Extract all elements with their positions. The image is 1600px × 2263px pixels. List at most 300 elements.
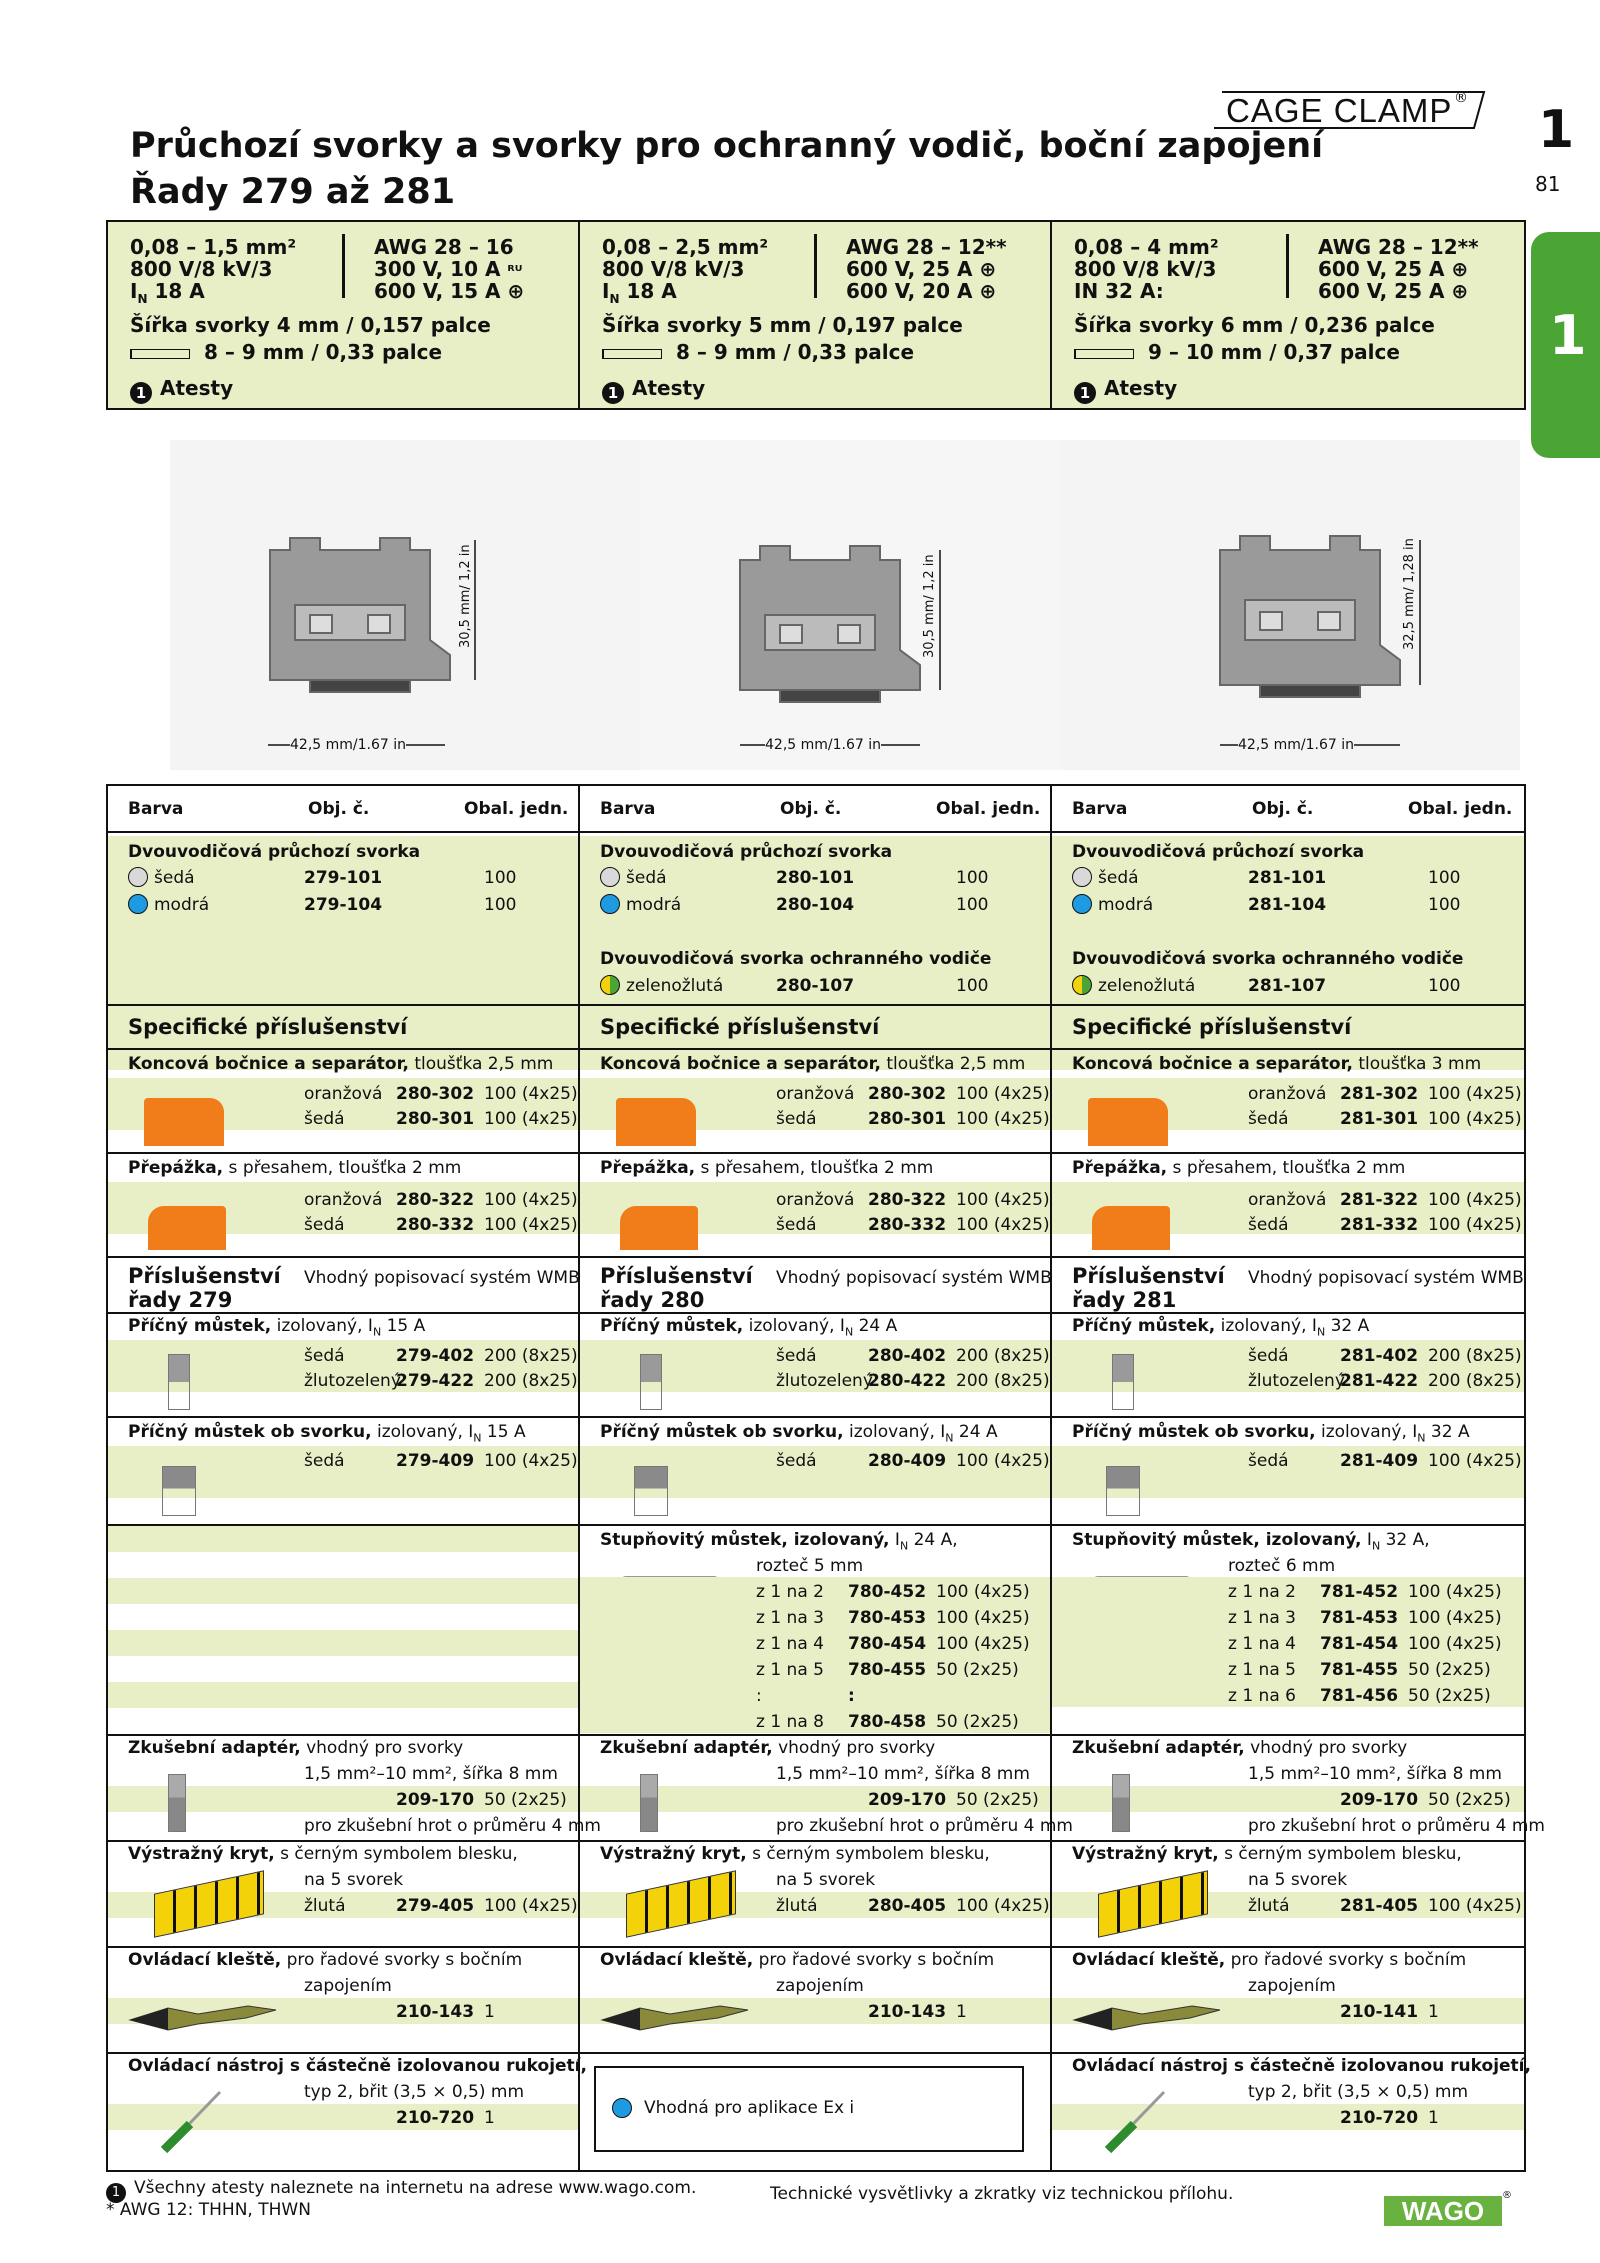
row-divider — [1052, 1946, 1524, 1948]
spec-current: IN 32 A: — [1074, 279, 1164, 303]
ex-i-label: Vhodná pro aplikace Ex i — [644, 2098, 855, 2118]
through-blue-pack: 100 — [1428, 895, 1461, 915]
warning-cover-image — [626, 1870, 736, 1937]
pliers-item: 210-141 — [1340, 2002, 1419, 2022]
row-divider — [108, 1416, 578, 1418]
through-terminal-heading: Dvouvodičová průchozí svorka — [128, 842, 421, 862]
sep-grey-color: šedá — [1248, 1215, 1289, 1235]
test-adapter-note: pro zkušební hrot o průměru 4 mm — [304, 1816, 601, 1836]
jumper-yellowgreen-color: žlutozelený — [1248, 1371, 1345, 1391]
col-header-color: Barva — [1072, 799, 1128, 819]
pe-terminal-heading: Dvouvodičová svorka ochranného vodiče — [1072, 949, 1464, 969]
staggered-row-label: z 1 na 6 — [1228, 1686, 1296, 1706]
test-adapter-pack: 50 (2x25) — [484, 1790, 567, 1810]
warning-cover-heading: Výstražný kryt, s černým symbolem blesku, — [128, 1844, 518, 1864]
row-band — [108, 940, 578, 966]
series-heading-2: řady 280 — [600, 1288, 705, 1312]
spec-width: Šířka svorky 6 mm / 0,236 palce — [1074, 313, 1435, 337]
wmb-note: Vhodný popisovací systém WMB — [304, 1268, 580, 1288]
spec-cross-section: 0,08 – 2,5 mm² — [602, 235, 769, 259]
jumper-alt-grey-item: 281-409 — [1340, 1451, 1419, 1471]
wmb-note: Vhodný popisovací systém WMB — [1248, 1268, 1524, 1288]
wago-logo — [1384, 2188, 1510, 2228]
ul-mark-icon: ᴿᵁ — [507, 262, 523, 280]
pliers-image — [128, 1998, 278, 2028]
row-divider — [580, 1004, 1050, 1006]
wire-strip-icon — [1074, 349, 1134, 359]
staggered-row-pack: 50 (2x25) — [1408, 1686, 1491, 1706]
jumper-grey-pack: 200 (8x25) — [1428, 1346, 1522, 1366]
circle-number-icon: 1 — [106, 2183, 126, 2203]
jumper-alt-heading: Příčný můstek ob svorku, izolovaný, $I_N$ 15 A — [128, 1422, 526, 1445]
pliers-pack: 1 — [1428, 2002, 1439, 2022]
jumper-heading: Příčný můstek, izolovaný, $I_N$ 32 A — [1072, 1316, 1370, 1339]
spec-approvals[interactable]: 1 Atesty — [602, 376, 705, 404]
warning-cover-image — [1098, 1870, 1208, 1937]
staggered-row-item: 780-452 — [848, 1582, 927, 1602]
col-header-pack: Obal. jedn. — [464, 799, 569, 819]
jumper-yellowgreen-pack: 200 (8x25) — [956, 1371, 1050, 1391]
test-adapter-item: 209-170 — [1340, 1790, 1419, 1810]
green-yellow-dot-icon — [600, 975, 620, 995]
warning-cover-spec: na 5 svorek — [776, 1870, 876, 1890]
through-grey-pack: 100 — [956, 868, 989, 888]
jumper-grey-pack: 200 (8x25) — [956, 1346, 1050, 1366]
jumper-alt-grey-color: šedá — [304, 1451, 345, 1471]
staggered-row-item: 780-458 — [848, 1712, 927, 1732]
row-band — [580, 914, 1050, 940]
chapter-tab-label: 1 — [1549, 304, 1587, 367]
warning-cover-item: 280-405 — [868, 1896, 947, 1916]
end-grey-item: 281-301 — [1340, 1109, 1419, 1129]
spec-divider — [342, 234, 345, 298]
spec-ul: 600 V, 25 A ⊕ — [1318, 257, 1469, 281]
pliers-image — [1072, 1998, 1222, 2028]
staggered-row-label: z 1 na 4 — [1228, 1634, 1296, 1654]
spec-width: Šířka svorky 4 mm / 0,157 palce — [130, 313, 491, 337]
row-divider — [580, 1840, 1050, 1842]
grey-dot-icon — [128, 867, 148, 887]
end-orange-color: oranžová — [1248, 1084, 1327, 1104]
row-divider — [1052, 1524, 1524, 1526]
width-dimension: 42,5 mm/1.67 in — [765, 737, 881, 753]
through-terminal-heading: Dvouvodičová průchozí svorka — [1072, 842, 1365, 862]
pe-color: zelenožlutá — [1098, 976, 1196, 996]
footnote-approvals: 1 Všechny atesty naleznete na internetu na adrese www.wago.com. — [106, 2178, 696, 2203]
end-grey-item: 280-301 — [868, 1109, 947, 1129]
row-divider — [580, 1524, 1050, 1526]
end-orange-item: 280-302 — [396, 1084, 475, 1104]
wire-strip-icon — [602, 349, 662, 359]
jumper-alt-image — [162, 1466, 196, 1516]
row-divider — [580, 1256, 1050, 1258]
staggered-row-item: 780-455 — [848, 1660, 927, 1680]
pliers-spec: zapojením — [776, 1976, 864, 1996]
blue-dot-icon — [612, 2098, 632, 2118]
test-adapter-spec: 1,5 mm²–10 mm², šířka 8 mm — [304, 1764, 558, 1784]
warning-cover-pack: 100 (4x25) — [1428, 1896, 1522, 1916]
col-header-color: Barva — [600, 799, 656, 819]
row-divider — [1052, 1256, 1524, 1258]
separator-heading: Přepážka, s přesahem, tloušťka 2 mm — [128, 1158, 462, 1178]
pliers-image — [600, 1998, 750, 2028]
row-band — [108, 1526, 578, 1552]
staggered-row-item: 781-454 — [1320, 1634, 1399, 1654]
staggered-row-pack: 100 (4x25) — [1408, 1582, 1502, 1602]
warning-cover-item: 279-405 — [396, 1896, 475, 1916]
test-adapter-pack: 50 (2x25) — [956, 1790, 1039, 1810]
chapter-number: 1 — [1538, 100, 1575, 160]
jumper-yellowgreen-pack: 200 (8x25) — [1428, 1371, 1522, 1391]
row-divider — [108, 1734, 578, 1736]
staggered-row-label: z 1 na 5 — [1228, 1660, 1296, 1680]
series-heading-2: řady 281 — [1072, 1288, 1177, 1312]
width-dimension: 42,5 mm/1.67 in — [290, 737, 406, 753]
sep-orange-pack: 100 (4x25) — [1428, 1190, 1522, 1210]
end-plate-heading: Koncová bočnice a separátor, tloušťka 2,5 mm — [128, 1054, 554, 1074]
test-adapter-item: 209-170 — [396, 1790, 475, 1810]
sep-orange-color: oranžová — [304, 1190, 383, 1210]
jumper-grey-color: šedá — [776, 1346, 817, 1366]
col-header-pack: Obal. jedn. — [936, 799, 1041, 819]
spec-box — [106, 220, 1526, 410]
staggered-row-label: z 1 na 4 — [756, 1634, 824, 1654]
chapter-tab[interactable] — [1531, 232, 1600, 458]
spec-current: $I_N$ 18 A — [130, 279, 205, 306]
test-adapter-heading: Zkušební adaptér, vhodný pro svorky — [1072, 1738, 1408, 1758]
jumper-heading: Příčný můstek, izolovaný, $I_N$ 15 A — [128, 1316, 426, 1339]
row-divider — [1052, 1004, 1524, 1006]
sep-grey-item: 280-332 — [868, 1215, 947, 1235]
ex-i-box — [594, 2066, 1024, 2152]
test-adapter-image — [1112, 1774, 1130, 1832]
jumper-alt-grey-pack: 100 (4x25) — [1428, 1451, 1522, 1471]
warning-cover-color: žlutá — [304, 1896, 346, 1916]
test-adapter-spec: 1,5 mm²–10 mm², šířka 8 mm — [776, 1764, 1030, 1784]
staggered-row-pack: 50 (2x25) — [936, 1712, 1019, 1732]
spec-strip: 9 – 10 mm / 0,37 palce — [1074, 340, 1400, 364]
pliers-heading: Ovládací kleště, pro řadové svorky s bočním — [1072, 1950, 1467, 1970]
jumper-alt-grey-color: šedá — [776, 1451, 817, 1471]
jumper-alt-heading: Příčný můstek ob svorku, izolovaný, $I_N$ 24 A — [600, 1422, 998, 1445]
sep-orange-item: 280-322 — [396, 1190, 475, 1210]
jumper-yellowgreen-item: 280-422 — [868, 1371, 947, 1391]
row-divider — [1052, 1416, 1524, 1418]
end-orange-pack: 100 (4x25) — [484, 1084, 578, 1104]
screwdriver-image — [1102, 2086, 1172, 2156]
footnote-technical: Technické vysvětlivky a zkratky viz technickou přílohu. — [770, 2184, 1234, 2204]
pliers-item: 210-143 — [396, 2002, 475, 2022]
staggered-row-label: z 1 na 2 — [756, 1582, 824, 1602]
end-orange-item: 281-302 — [1340, 1084, 1419, 1104]
orange-end-plate-image — [616, 1098, 696, 1146]
row-divider — [108, 1152, 578, 1154]
staggered-row-item: 780-454 — [848, 1634, 927, 1654]
pliers-item: 210-143 — [868, 2002, 947, 2022]
row-divider — [108, 831, 578, 833]
jumper-yellowgreen-item: 281-422 — [1340, 1371, 1419, 1391]
sep-orange-color: oranžová — [776, 1190, 855, 1210]
staggered-row-pack: 100 (4x25) — [1408, 1608, 1502, 1628]
blue-dot-icon — [128, 894, 148, 914]
spec-ul: 600 V, 25 A ⊕ — [846, 257, 997, 281]
staggered-jumper-heading: Stupňovitý můstek, izolovaný, $I_N$ 24 A, — [600, 1530, 958, 1553]
row-divider — [580, 1416, 1050, 1418]
staggered-row-item: 781-452 — [1320, 1582, 1399, 1602]
staggered-row-label: z 1 na 8 — [756, 1712, 824, 1732]
spec-voltage: 800 V/8 kV/3 — [1074, 257, 1217, 281]
staggered-row-item: 781-453 — [1320, 1608, 1399, 1628]
sep-grey-pack: 100 (4x25) — [1428, 1215, 1522, 1235]
jumper-grey-color: šedá — [1248, 1346, 1289, 1366]
staggered-row-label: : — [756, 1686, 762, 1706]
end-grey-item: 280-301 — [396, 1109, 475, 1129]
row-divider — [580, 1048, 1050, 1050]
row-divider — [108, 1256, 578, 1258]
sep-orange-item: 280-322 — [868, 1190, 947, 1210]
jumper-alt-image — [1106, 1466, 1140, 1516]
row-divider — [1052, 1152, 1524, 1154]
screwdriver-item: 210-720 — [1340, 2108, 1419, 2128]
col-header-item: Obj. č. — [308, 799, 370, 819]
wmb-note: Vhodný popisovací systém WMB — [776, 1268, 1052, 1288]
spec-col-280 — [580, 222, 1052, 408]
row-divider — [1052, 1840, 1524, 1842]
blue-dot-icon — [1072, 894, 1092, 914]
spec-approvals[interactable]: 1 Atesty — [1074, 376, 1177, 404]
green-yellow-dot-icon — [1072, 975, 1092, 995]
through-grey-item: 281-101 — [1248, 868, 1327, 888]
through-blue-color: modrá — [154, 895, 210, 915]
through-grey-pack: 100 — [484, 868, 517, 888]
staggered-pitch: rozteč 5 mm — [756, 1556, 864, 1576]
col-header-pack: Obal. jedn. — [1408, 799, 1513, 819]
test-adapter-item: 209-170 — [868, 1790, 947, 1810]
series-heading-1: Příslušenství — [600, 1264, 753, 1288]
pliers-pack: 1 — [956, 2002, 967, 2022]
staggered-row-pack: 50 (2x25) — [1408, 1660, 1491, 1680]
blue-dot-icon — [600, 894, 620, 914]
jumper-alt-heading: Příčný můstek ob svorku, izolovaný, $I_N$ 32 A — [1072, 1422, 1470, 1445]
jumper-grey-item: 279-402 — [396, 1346, 475, 1366]
warning-cover-pack: 100 (4x25) — [956, 1896, 1050, 1916]
pliers-spec: zapojením — [1248, 1976, 1336, 1996]
csa-mark-icon: ⊕ — [1451, 257, 1469, 281]
sep-grey-color: šedá — [776, 1215, 817, 1235]
row-band — [580, 1681, 1050, 1707]
spec-voltage: 800 V/8 kV/3 — [602, 257, 745, 281]
spec-divider — [814, 234, 817, 298]
separator-heading: Přepážka, s přesahem, tloušťka 2 mm — [1072, 1158, 1406, 1178]
test-adapter-pack: 50 (2x25) — [1428, 1790, 1511, 1810]
csa-mark-icon: ⊕ — [979, 279, 997, 303]
pe-pack: 100 — [1428, 976, 1461, 996]
pliers-heading: Ovládací kleště, pro řadové svorky s bočním — [600, 1950, 995, 1970]
spec-divider — [1286, 234, 1289, 298]
sep-orange-pack: 100 (4x25) — [484, 1190, 578, 1210]
through-blue-item: 279-104 — [304, 895, 383, 915]
spec-approvals[interactable]: 1 Atesty — [130, 376, 233, 404]
staggered-row-item: 781-456 — [1320, 1686, 1399, 1706]
screwdriver-heading: Ovládací nástroj s částečně izolovanou rukojetí, — [1072, 2056, 1531, 2076]
spec-csa: 600 V, 25 A ⊕ — [1318, 279, 1469, 303]
warning-cover-color: žlutá — [1248, 1896, 1290, 1916]
orange-end-plate-image — [1088, 1098, 1168, 1146]
staggered-row-pack: 100 (4x25) — [936, 1608, 1030, 1628]
row-divider — [108, 1004, 578, 1006]
through-grey-item: 280-101 — [776, 868, 855, 888]
separator-heading: Přepážka, s přesahem, tloušťka 2 mm — [600, 1158, 934, 1178]
spec-awg: AWG 28 – 12** — [1318, 235, 1479, 259]
screwdriver-pack: 1 — [484, 2108, 495, 2128]
brand-text: CAGE CLAMP — [1226, 92, 1453, 129]
end-grey-pack: 100 (4x25) — [956, 1109, 1050, 1129]
sep-orange-item: 281-322 — [1340, 1190, 1419, 1210]
product-pictures — [120, 440, 1520, 770]
terminal-280-image — [740, 546, 920, 702]
spec-strip: 8 – 9 mm / 0,33 palce — [602, 340, 914, 364]
end-grey-color: šedá — [1248, 1109, 1289, 1129]
csa-mark-icon: ⊕ — [1451, 279, 1469, 303]
row-band — [108, 966, 578, 992]
row-divider — [108, 1312, 578, 1314]
row-divider — [1052, 1312, 1524, 1314]
screwdriver-spec: typ 2, břit (3,5 × 0,5) mm — [304, 2082, 525, 2102]
row-divider — [580, 1946, 1050, 1948]
screwdriver-item: 210-720 — [396, 2108, 475, 2128]
jumper-grey-pack: 200 (8x25) — [484, 1346, 578, 1366]
jumper-yellowgreen-color: žlutozelený — [304, 1371, 401, 1391]
grey-dot-icon — [600, 867, 620, 887]
screwdriver-heading: Ovládací nástroj s částečně izolovanou rukojetí, — [128, 2056, 587, 2076]
row-divider — [108, 2052, 578, 2054]
spec-ul: 300 V, 10 A ᴿᵁ — [374, 257, 523, 281]
jumper-alt-grey-color: šedá — [1248, 1451, 1289, 1471]
cage-clamp-logo — [1212, 88, 1486, 132]
staggered-row-item: : — [848, 1686, 855, 1706]
warning-cover-spec: na 5 svorek — [304, 1870, 404, 1890]
spec-current: $I_N$ 18 A — [602, 279, 677, 306]
through-grey-color: šedá — [626, 868, 667, 888]
orange-separator-image — [148, 1206, 226, 1250]
row-divider — [580, 831, 1050, 833]
spec-csa: 600 V, 20 A ⊕ — [846, 279, 997, 303]
spec-col-281 — [1052, 222, 1524, 408]
warning-cover-pack: 100 (4x25) — [484, 1896, 578, 1916]
grey-dot-icon — [1072, 867, 1092, 887]
page-subtitle: Řady 279 až 281 — [130, 172, 456, 212]
row-band — [1052, 914, 1524, 940]
end-orange-color: oranžová — [304, 1084, 383, 1104]
through-terminal-heading: Dvouvodičová průchozí svorka — [600, 842, 893, 862]
end-grey-color: šedá — [776, 1109, 817, 1129]
spec-strip: 8 – 9 mm / 0,33 palce — [130, 340, 442, 364]
test-adapter-note: pro zkušební hrot o průměru 4 mm — [1248, 1816, 1545, 1836]
warning-cover-heading: Výstražný kryt, s černým symbolem blesku, — [1072, 1844, 1462, 1864]
through-grey-color: šedá — [1098, 868, 1139, 888]
jumper-alt-grey-pack: 100 (4x25) — [956, 1451, 1050, 1471]
test-adapter-image — [640, 1774, 658, 1832]
jumper-yellowgreen-item: 279-422 — [396, 1371, 475, 1391]
page-number: 81 — [1535, 172, 1561, 196]
terminal-281-image — [1220, 536, 1400, 697]
staggered-row-label: z 1 na 3 — [756, 1608, 824, 1628]
through-blue-color: modrá — [626, 895, 682, 915]
warning-cover-color: žlutá — [776, 1896, 818, 1916]
circle-number-icon: 1 — [130, 382, 152, 404]
column-2 — [580, 786, 1073, 2170]
row-divider — [580, 1152, 1050, 1154]
row-divider — [108, 1840, 578, 1842]
order-table — [106, 784, 1545, 2172]
accessories-heading: Specifické příslušenství — [128, 1015, 408, 1039]
csa-mark-icon: ⊕ — [979, 257, 997, 281]
row-divider — [580, 2052, 1050, 2054]
wago-logo-icon — [1384, 2188, 1510, 2228]
jumper-yellowgreen-color: žlutozelený — [776, 1371, 873, 1391]
column-3 — [1052, 786, 1545, 2170]
pe-terminal-heading: Dvouvodičová svorka ochranného vodiče — [600, 949, 992, 969]
row-divider — [1052, 1734, 1524, 1736]
staggered-row-label: z 1 na 5 — [756, 1660, 824, 1680]
col-header-item: Obj. č. — [780, 799, 842, 819]
through-blue-pack: 100 — [956, 895, 989, 915]
jumper-heading: Příčný můstek, izolovaný, $I_N$ 24 A — [600, 1316, 898, 1339]
accessories-heading: Specifické příslušenství — [1072, 1015, 1352, 1039]
warning-cover-heading: Výstražný kryt, s černým symbolem blesku, — [600, 1844, 990, 1864]
pe-color: zelenožlutá — [626, 976, 724, 996]
height-dimension: 30,5 mm/ 1,2 in — [922, 554, 937, 658]
staggered-pitch: rozteč 6 mm — [1228, 1556, 1336, 1576]
circle-number-icon: 1 — [1074, 382, 1096, 404]
series-heading-2: řady 279 — [128, 1288, 233, 1312]
warning-cover-image — [154, 1870, 264, 1937]
sep-grey-pack: 100 (4x25) — [484, 1215, 578, 1235]
page-title: Průchozí svorky a svorky pro ochranný vodič, boční zapojení — [130, 126, 1324, 166]
staggered-row-pack: 50 (2x25) — [936, 1660, 1019, 1680]
through-blue-item: 280-104 — [776, 895, 855, 915]
orange-end-plate-image — [144, 1098, 224, 1146]
end-plate-heading: Koncová bočnice a separátor, tloušťka 3 mm — [1072, 1054, 1482, 1074]
sep-grey-color: šedá — [304, 1215, 345, 1235]
through-blue-pack: 100 — [484, 895, 517, 915]
row-band — [108, 1630, 578, 1656]
jumper-alt-grey-item: 279-409 — [396, 1451, 475, 1471]
end-orange-item: 280-302 — [868, 1084, 947, 1104]
jumper-alt-grey-item: 280-409 — [868, 1451, 947, 1471]
pe-item: 281-107 — [1248, 976, 1327, 996]
spec-cross-section: 0,08 – 4 mm² — [1074, 235, 1219, 259]
end-grey-pack: 100 (4x25) — [484, 1109, 578, 1129]
wire-strip-icon — [130, 349, 190, 359]
spec-cross-section: 0,08 – 1,5 mm² — [130, 235, 297, 259]
warning-cover-spec: na 5 svorek — [1248, 1870, 1348, 1890]
staggered-jumper-heading: Stupňovitý můstek, izolovaný, $I_N$ 32 A, — [1072, 1530, 1430, 1553]
warning-cover-item: 281-405 — [1340, 1896, 1419, 1916]
spec-awg: AWG 28 – 16 — [374, 235, 514, 259]
through-grey-item: 279-101 — [304, 868, 383, 888]
footnote-awg: * AWG 12: THHN, THWN — [106, 2200, 311, 2220]
height-dimension: 30,5 mm/ 1,2 in — [458, 544, 473, 648]
staggered-row-item: 781-455 — [1320, 1660, 1399, 1680]
height-dimension: 32,5 mm/ 1,28 in — [1402, 538, 1417, 650]
staggered-row-pack: 100 (4x25) — [936, 1582, 1030, 1602]
width-dimension: 42,5 mm/1.67 in — [1238, 737, 1354, 753]
pe-pack: 100 — [956, 976, 989, 996]
through-blue-item: 281-104 — [1248, 895, 1327, 915]
spec-csa: 600 V, 15 A ⊕ — [374, 279, 525, 303]
staggered-row-pack: 100 (4x25) — [1408, 1634, 1502, 1654]
